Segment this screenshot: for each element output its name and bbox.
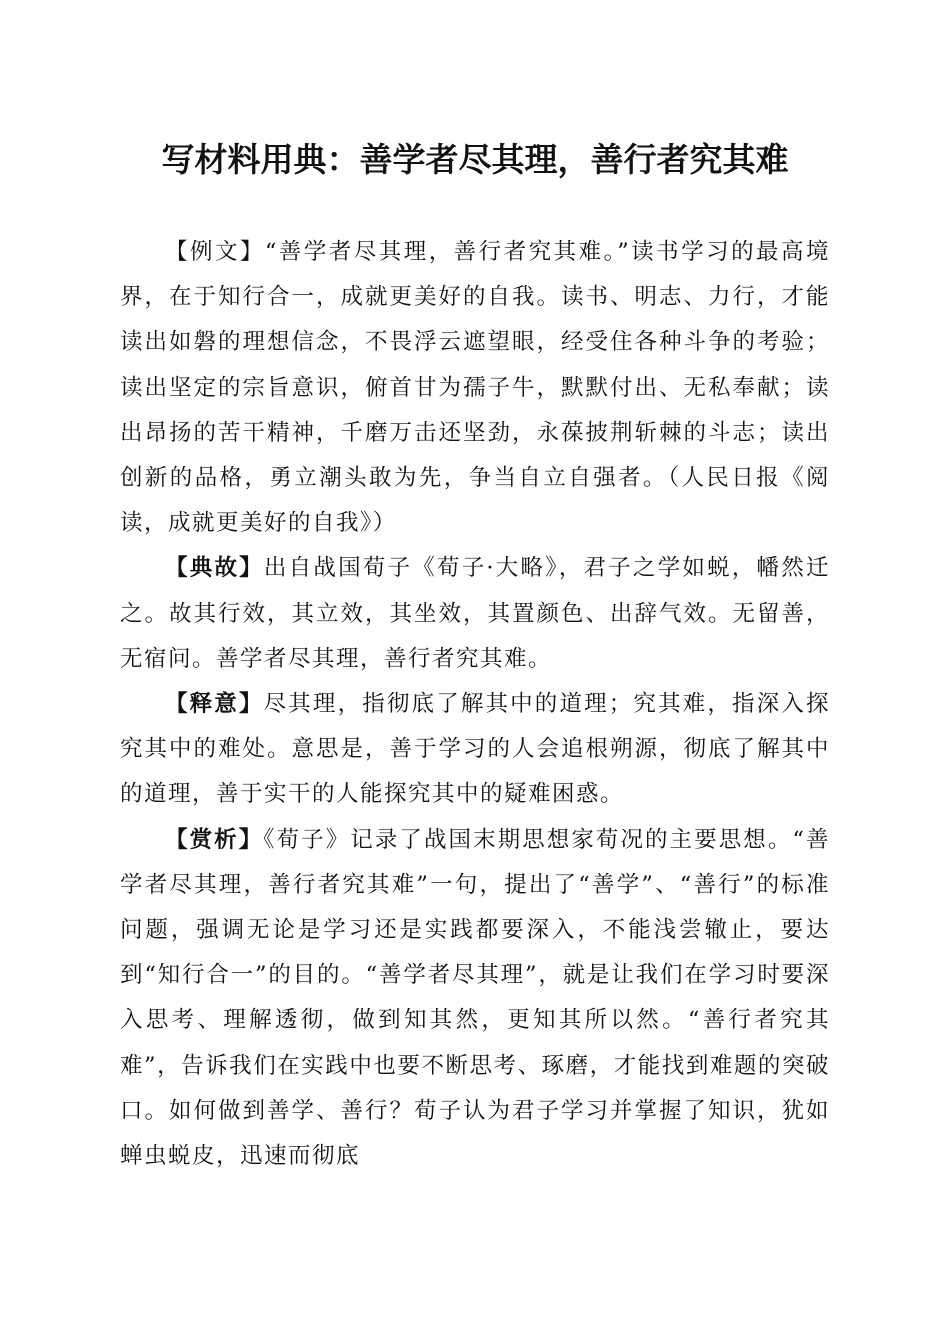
paragraph-label: 【释意】 [165, 691, 264, 718]
document-title: 写材料用典：善学者尽其理，善行者究其难 [161, 140, 789, 179]
paragraph-appreciation [120, 818, 830, 1180]
paragraph-label: 【赏析】 [165, 826, 264, 853]
paragraph-text: 出自战国荀子《荀子·大略》，君子之学如蜕，幡然迁之。故其行效，其立效，其坐效，其置颜色、出辞气效。无留善，无宿问。善学者尽其理，善行者究其难。 [120, 555, 830, 672]
paragraph-example [120, 230, 830, 546]
paragraph-label: 【例文】 [165, 239, 265, 265]
paragraph-allusion [120, 546, 830, 682]
paragraph-text: 尽其理，指彻底了解其中的道理；究其难，指深入探究其中的难处。意思是，善于学习的人会追根朔源，彻底了解其中的道理，善于实干的人能探究其中的疑难困惑。 [120, 691, 830, 808]
paragraph-text: 《荀子》记录了战国末期思想家荀况的主要思想。“善学者尽其理，善行者究其难”一句，提出了“善学”、“善行”的标准问题，强调无论是学习还是实践都要深入，不能浅尝辙止，要达到“知行合一”的目的。“善学者尽其理”，就是让我们在学习时要深入思考、理解透彻，做到知其然，更知其所以然。“善行者究其难”，告诉我们在实践中也要不断思考、琢磨，才能找到难题的突破口。如何做到善学、善行？荀子认为君子学习并掌握了知识，犹如蝉虫蜕皮，迅速而彻底 [120, 826, 830, 1170]
document-body [120, 230, 830, 1179]
paragraph-label: 【典故】 [165, 555, 264, 582]
paragraph-text: “善学者尽其理，善行者究其难。”读书学习的最高境界，在于知行合一，成就更美好的自我。读书、明志、力行，才能读出如磐的理想信念，不畏浮云遮望眼，经受住各种斗争的考验；读出坚定的宗旨意识，俯首甘为孺子牛，默默付出、无私奉献；读出昂扬的苦干精神，千磨万击还坚劲，永葆披荆斩棘的斗志；读出创新的品格，勇立潮头敢为先，争当自立自强者。（人民日报《阅读，成就更美好的自我》） [120, 239, 830, 537]
paragraph-meaning [120, 682, 830, 818]
